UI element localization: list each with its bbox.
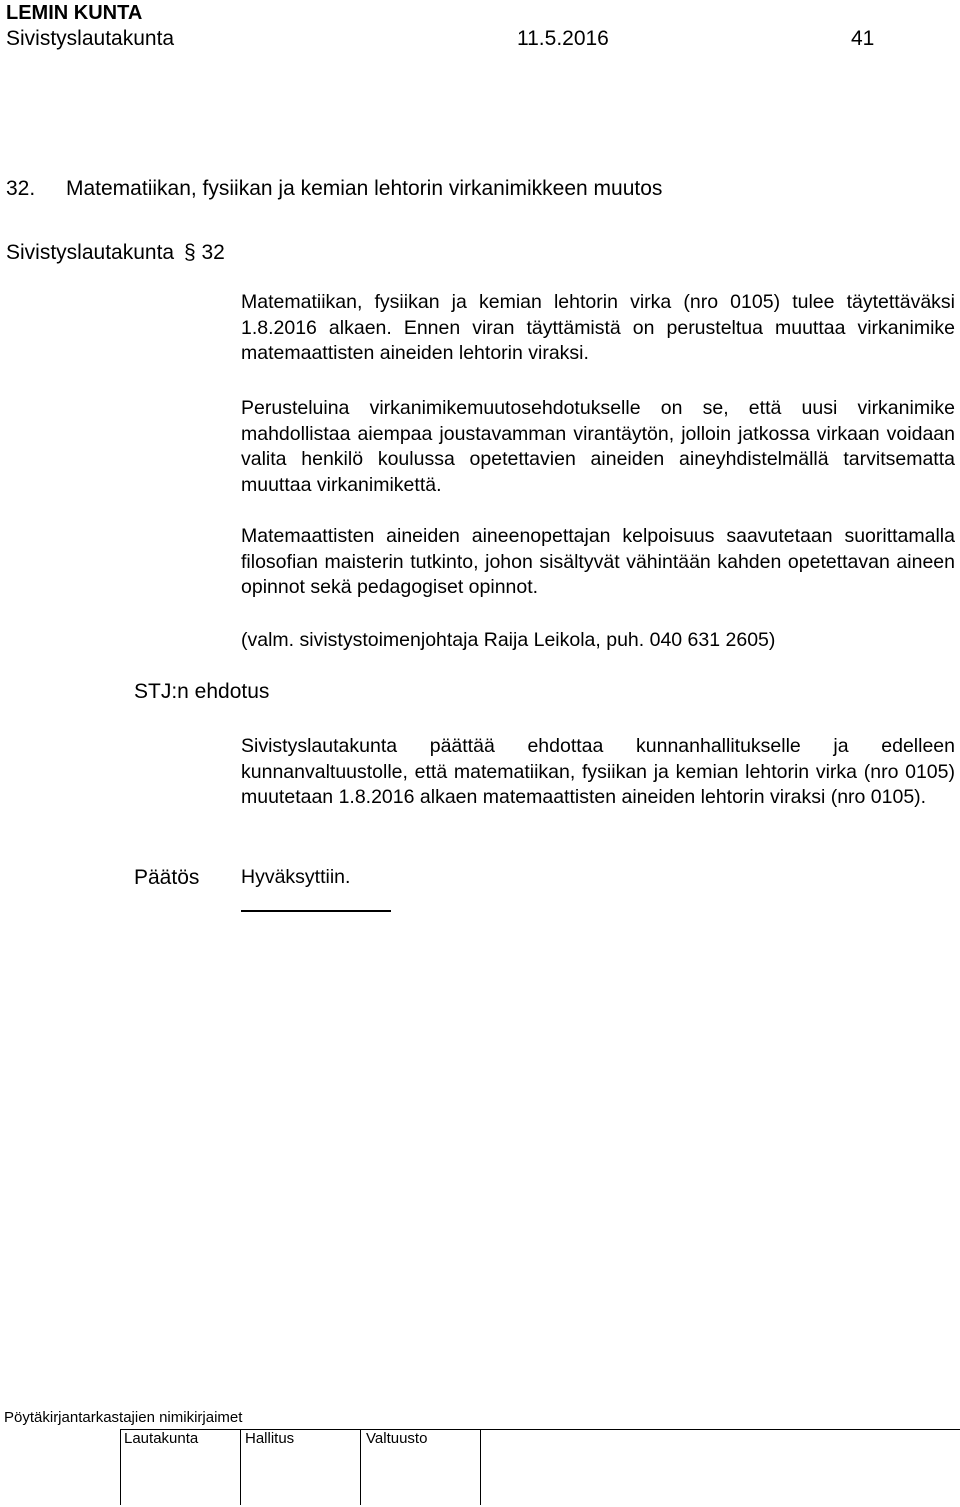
page-number: 41	[851, 27, 875, 50]
footer-divider-3	[360, 1429, 361, 1505]
footer-column-valtuusto: Valtuusto	[366, 1430, 428, 1447]
meeting-date: 11.5.2016	[517, 27, 609, 50]
footer-initials-label: Pöytäkirjantarkastajien nimikirjaimet	[4, 1409, 243, 1426]
preparer-note: (valm. sivistystoimenjohtaja Raija Leikola, puh. 040 631 2605)	[241, 629, 776, 651]
footer-divider-4	[480, 1429, 481, 1505]
proposal-label: STJ:n ehdotus	[134, 680, 270, 703]
footer-divider-2	[240, 1429, 241, 1505]
organization-name: LEMIN KUNTA	[6, 2, 143, 24]
body-paragraph-1: Matematiikan, fysiikan ja kemian lehtorin virka (nro 0105) tulee täytettäväksi 1.8.2016 alkaen. Ennen viran täyttämistä on perusteltua muuttaa virkanimike matemaattisten aineiden lehtorin viraksi.	[241, 291, 955, 365]
section-title: Matematiikan, fysiikan ja kemian lehtorin virkanimikkeen muutos	[66, 177, 663, 200]
section-number: 32.	[6, 177, 36, 200]
section-reference	[6, 240, 225, 266]
footer-column-lautakunta: Lautakunta	[124, 1430, 199, 1447]
proposal-text: Sivistyslautakunta päättää ehdottaa kunnanhallitukselle ja edelleen kunnanvaltuustolle, että matematiikan, fysiikan ja kemian lehtorin virka (nro 0105) muutetaan 1.8.2016 alkaen matemaattisten aineiden lehtorin viraksi (nro 0105).	[241, 735, 955, 809]
body-paragraph-2: Perusteluina virkanimikemuutosehdotukselle on se, että uusi virkanimike mahdollistaa aiempaa joustavamman virantäytön, jolloin jatkossa virkaan voidaan valita henkilö koulussa opetettavien aineiden aineyhdistelmällä tarvitsematta muuttaa virkanimikettä.	[241, 397, 955, 497]
committee-name: Sivistyslautakunta	[6, 27, 175, 50]
decision-text: Hyväksyttiin.	[241, 866, 351, 888]
reference-committee: Sivistyslautakunta	[6, 241, 175, 264]
reference-number: 32	[201, 241, 225, 264]
decision-label: Päätös	[134, 866, 200, 889]
end-divider	[241, 910, 391, 912]
body-paragraph-3: Matemaattisten aineiden aineenopettajan kelpoisuus saavutetaan suorittamalla filosofian maisterin tutkinto, johon sisältyvät vähintään kahden opetettavan aineen opinnot sekä pedagogiset opinnot.	[241, 525, 955, 599]
section-symbol: §	[183, 241, 196, 264]
footer-column-hallitus: Hallitus	[245, 1430, 295, 1447]
footer-divider-1	[120, 1429, 121, 1505]
